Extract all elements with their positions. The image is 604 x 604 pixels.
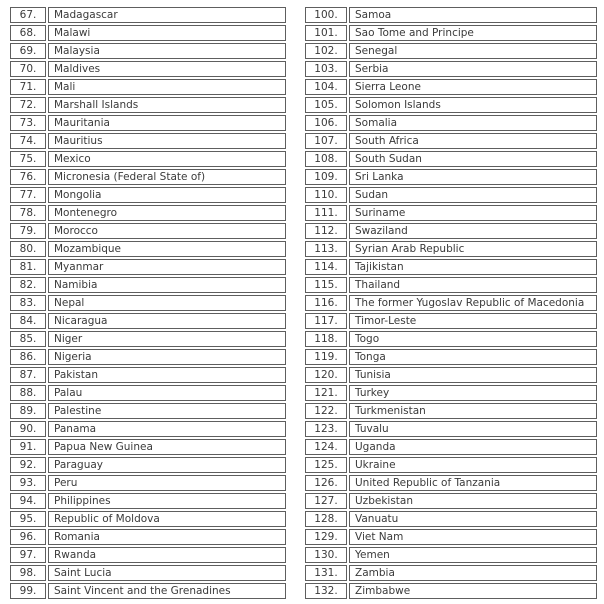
row-number-cell: 111. (305, 205, 347, 221)
row-number-cell: 83. (10, 295, 46, 311)
table-row (305, 79, 597, 95)
country-name-cell: Mali (48, 79, 286, 95)
table-row (305, 565, 597, 581)
country-name-cell: Malaysia (48, 43, 286, 59)
country-name-cell: United Republic of Tanzania (349, 475, 597, 491)
row-number-cell: 97. (10, 547, 46, 563)
row-number-cell: 122. (305, 403, 347, 419)
country-name-cell: Uzbekistan (349, 493, 597, 509)
table-row (10, 421, 286, 437)
country-name-cell: Nepal (48, 295, 286, 311)
row-number-cell: 87. (10, 367, 46, 383)
table-row (10, 187, 286, 203)
country-name-cell: Somalia (349, 115, 597, 131)
country-name-cell: Malawi (48, 25, 286, 41)
row-number-cell: 120. (305, 367, 347, 383)
row-number-cell: 132. (305, 583, 347, 599)
table-row (10, 385, 286, 401)
row-number-cell: 129. (305, 529, 347, 545)
row-number-cell: 123. (305, 421, 347, 437)
table-row (305, 43, 597, 59)
row-number-cell: 85. (10, 331, 46, 347)
row-number-cell: 93. (10, 475, 46, 491)
row-number-cell: 99. (10, 583, 46, 599)
row-number-cell: 124. (305, 439, 347, 455)
table-row (10, 151, 286, 167)
row-number-cell: 69. (10, 43, 46, 59)
row-number-cell: 118. (305, 331, 347, 347)
table-row (10, 529, 286, 545)
row-number-cell: 128. (305, 511, 347, 527)
country-name-cell: South Africa (349, 133, 597, 149)
country-name-cell: Nicaragua (48, 313, 286, 329)
country-name-cell: Senegal (349, 43, 597, 59)
country-name-cell: Zambia (349, 565, 597, 581)
table-row (10, 493, 286, 509)
table-row (305, 133, 597, 149)
row-number-cell: 119. (305, 349, 347, 365)
country-name-cell: Sri Lanka (349, 169, 597, 185)
table-row (305, 493, 597, 509)
table-row (305, 547, 597, 563)
table-row (10, 457, 286, 473)
row-number-cell: 100. (305, 7, 347, 23)
row-number-cell: 79. (10, 223, 46, 239)
table-row (305, 187, 597, 203)
table-row (10, 133, 286, 149)
table-row (10, 7, 286, 23)
row-number-cell: 73. (10, 115, 46, 131)
table-row (305, 7, 597, 23)
table-row (305, 511, 597, 527)
country-name-cell: Viet Nam (349, 529, 597, 545)
country-name-cell: Mongolia (48, 187, 286, 203)
row-number-cell: 112. (305, 223, 347, 239)
table-row (10, 79, 286, 95)
row-number-cell: 81. (10, 259, 46, 275)
table-row (10, 367, 286, 383)
table-row (10, 169, 286, 185)
table-row (10, 313, 286, 329)
row-number-cell: 105. (305, 97, 347, 113)
country-name-cell: Samoa (349, 7, 597, 23)
row-number-cell: 67. (10, 7, 46, 23)
country-name-cell: Morocco (48, 223, 286, 239)
row-number-cell: 116. (305, 295, 347, 311)
country-name-cell: Myanmar (48, 259, 286, 275)
country-name-cell: Tunisia (349, 367, 597, 383)
row-number-cell: 98. (10, 565, 46, 581)
country-name-cell: Uganda (349, 439, 597, 455)
table-row (305, 439, 597, 455)
table-row (305, 421, 597, 437)
country-name-cell: Republic of Moldova (48, 511, 286, 527)
table-row (10, 25, 286, 41)
country-name-cell: The former Yugoslav Republic of Macedonia (349, 295, 597, 311)
table-row (10, 115, 286, 131)
row-number-cell: 106. (305, 115, 347, 131)
row-number-cell: 71. (10, 79, 46, 95)
row-number-cell: 88. (10, 385, 46, 401)
row-number-cell: 86. (10, 349, 46, 365)
table-row (305, 457, 597, 473)
row-number-cell: 108. (305, 151, 347, 167)
row-number-cell: 76. (10, 169, 46, 185)
table-row (10, 43, 286, 59)
row-number-cell: 72. (10, 97, 46, 113)
table-row (305, 331, 597, 347)
country-name-cell: Philippines (48, 493, 286, 509)
country-name-cell: Sudan (349, 187, 597, 203)
row-number-cell: 117. (305, 313, 347, 329)
row-number-cell: 110. (305, 187, 347, 203)
table-row (305, 277, 597, 293)
row-number-cell: 107. (305, 133, 347, 149)
table-row (305, 151, 597, 167)
table-row (305, 403, 597, 419)
country-name-cell: Sierra Leone (349, 79, 597, 95)
table-row (10, 475, 286, 491)
row-number-cell: 68. (10, 25, 46, 41)
country-name-cell: Timor-Leste (349, 313, 597, 329)
table-row (305, 205, 597, 221)
table-row (305, 169, 597, 185)
row-number-cell: 96. (10, 529, 46, 545)
country-name-cell: Saint Lucia (48, 565, 286, 581)
country-table-left (8, 5, 288, 601)
country-name-cell: Montenegro (48, 205, 286, 221)
table-row (305, 115, 597, 131)
table-row (305, 295, 597, 311)
country-name-cell: Marshall Islands (48, 97, 286, 113)
country-name-cell: Serbia (349, 61, 597, 77)
table-row (305, 259, 597, 275)
table-row (305, 385, 597, 401)
country-name-cell: Papua New Guinea (48, 439, 286, 455)
country-name-cell: Zimbabwe (349, 583, 597, 599)
country-name-cell: Rwanda (48, 547, 286, 563)
row-number-cell: 92. (10, 457, 46, 473)
row-number-cell: 130. (305, 547, 347, 563)
row-number-cell: 82. (10, 277, 46, 293)
country-name-cell: Panama (48, 421, 286, 437)
table-row (305, 25, 597, 41)
country-name-cell: Ukraine (349, 457, 597, 473)
row-number-cell: 84. (10, 313, 46, 329)
country-name-cell: Namibia (48, 277, 286, 293)
table-row (305, 367, 597, 383)
country-name-cell: Tajikistan (349, 259, 597, 275)
table-row (10, 277, 286, 293)
table-row (305, 529, 597, 545)
country-name-cell: Vanuatu (349, 511, 597, 527)
country-name-cell: Maldives (48, 61, 286, 77)
country-name-cell: Swaziland (349, 223, 597, 239)
row-number-cell: 94. (10, 493, 46, 509)
row-number-cell: 91. (10, 439, 46, 455)
table-row (10, 583, 286, 599)
country-name-cell: Tuvalu (349, 421, 597, 437)
country-name-cell: Micronesia (Federal State of) (48, 169, 286, 185)
table-row (10, 259, 286, 275)
country-name-cell: Yemen (349, 547, 597, 563)
country-name-cell: Niger (48, 331, 286, 347)
row-number-cell: 95. (10, 511, 46, 527)
row-number-cell: 113. (305, 241, 347, 257)
country-name-cell: Tonga (349, 349, 597, 365)
row-number-cell: 127. (305, 493, 347, 509)
table-row (10, 223, 286, 239)
country-name-cell: Peru (48, 475, 286, 491)
country-name-cell: Turkey (349, 385, 597, 401)
country-name-cell: Pakistan (48, 367, 286, 383)
country-name-cell: Mauritania (48, 115, 286, 131)
country-name-cell: Saint Vincent and the Grenadines (48, 583, 286, 599)
row-number-cell: 115. (305, 277, 347, 293)
country-name-cell: Madagascar (48, 7, 286, 23)
row-number-cell: 126. (305, 475, 347, 491)
table-row (10, 349, 286, 365)
row-number-cell: 89. (10, 403, 46, 419)
row-number-cell: 102. (305, 43, 347, 59)
country-name-cell: Syrian Arab Republic (349, 241, 597, 257)
table-row (10, 547, 286, 563)
country-name-cell: South Sudan (349, 151, 597, 167)
country-name-cell: Mauritius (48, 133, 286, 149)
table-row (10, 565, 286, 581)
row-number-cell: 109. (305, 169, 347, 185)
table-row (10, 439, 286, 455)
row-number-cell: 104. (305, 79, 347, 95)
table-row (305, 475, 597, 491)
table-row (305, 61, 597, 77)
row-number-cell: 131. (305, 565, 347, 581)
table-row (305, 313, 597, 329)
table-row (10, 403, 286, 419)
table-row (305, 97, 597, 113)
row-number-cell: 75. (10, 151, 46, 167)
country-name-cell: Sao Tome and Principe (349, 25, 597, 41)
row-number-cell: 125. (305, 457, 347, 473)
country-name-cell: Mexico (48, 151, 286, 167)
country-name-cell: Palau (48, 385, 286, 401)
table-row (10, 511, 286, 527)
country-table-right (303, 5, 599, 601)
row-number-cell: 90. (10, 421, 46, 437)
country-name-cell: Togo (349, 331, 597, 347)
row-number-cell: 70. (10, 61, 46, 77)
country-name-cell: Paraguay (48, 457, 286, 473)
table-row (10, 295, 286, 311)
row-number-cell: 78. (10, 205, 46, 221)
country-name-cell: Turkmenistan (349, 403, 597, 419)
country-name-cell: Thailand (349, 277, 597, 293)
table-row (305, 223, 597, 239)
table-row (305, 583, 597, 599)
table-row (10, 241, 286, 257)
table-row (10, 205, 286, 221)
row-number-cell: 114. (305, 259, 347, 275)
country-name-cell: Romania (48, 529, 286, 545)
country-name-cell: Mozambique (48, 241, 286, 257)
country-name-cell: Solomon Islands (349, 97, 597, 113)
row-number-cell: 74. (10, 133, 46, 149)
country-name-cell: Palestine (48, 403, 286, 419)
table-row (10, 97, 286, 113)
row-number-cell: 121. (305, 385, 347, 401)
table-row (10, 61, 286, 77)
row-number-cell: 77. (10, 187, 46, 203)
table-row (305, 241, 597, 257)
table-row (305, 349, 597, 365)
table-row (10, 331, 286, 347)
row-number-cell: 80. (10, 241, 46, 257)
country-name-cell: Suriname (349, 205, 597, 221)
row-number-cell: 101. (305, 25, 347, 41)
row-number-cell: 103. (305, 61, 347, 77)
country-name-cell: Nigeria (48, 349, 286, 365)
